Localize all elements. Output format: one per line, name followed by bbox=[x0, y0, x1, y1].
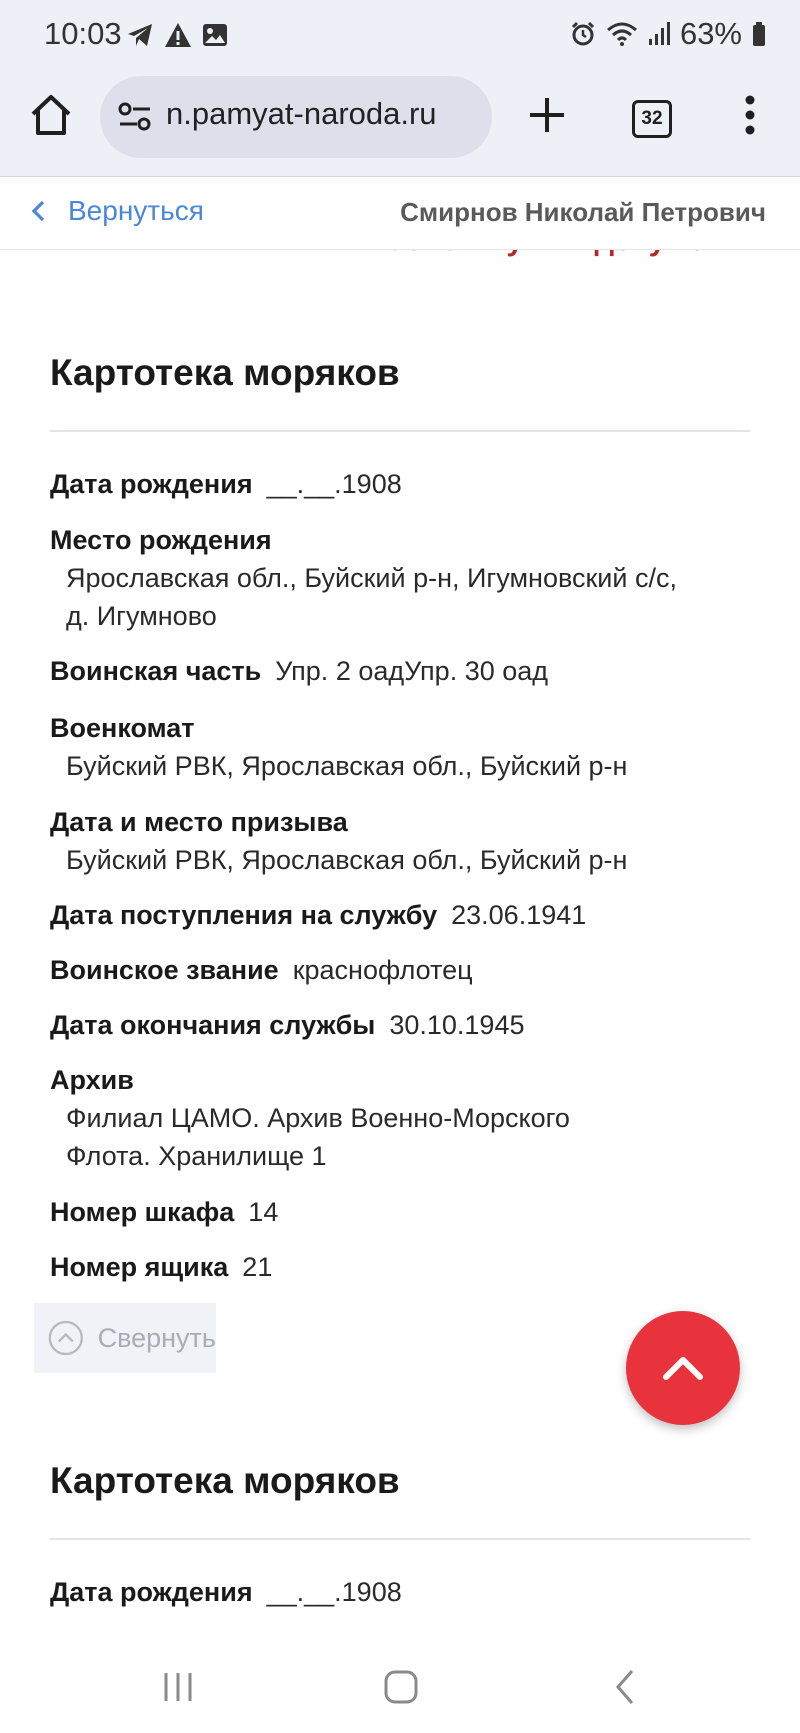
chevron-left-icon bbox=[30, 199, 48, 223]
field-label: Воинская часть bbox=[50, 656, 262, 686]
card-title: Картотека моряков bbox=[50, 352, 400, 393]
field-value: 23.06.1941 bbox=[451, 900, 587, 930]
back-link-label: Вернуться bbox=[68, 195, 204, 226]
field-label: Дата рождения bbox=[50, 1577, 253, 1607]
browser-toolbar bbox=[0, 76, 800, 177]
field-enlistment-office bbox=[50, 709, 750, 785]
field-conscription bbox=[50, 803, 750, 879]
system-navigation-bar bbox=[0, 1625, 800, 1733]
field-label: Дата окончания службы bbox=[50, 1010, 376, 1040]
field-label: Воинское звание bbox=[50, 955, 279, 985]
field-birth-place bbox=[50, 521, 750, 635]
field-label: Дата поступления на службу bbox=[50, 900, 438, 930]
card-divider bbox=[50, 430, 750, 432]
field-label: Дата и место призыва bbox=[50, 807, 348, 837]
field-value: Упр. 2 оадУпр. 30 оад bbox=[275, 656, 549, 686]
wifi-icon bbox=[606, 21, 638, 47]
field-birth-date bbox=[50, 465, 750, 503]
field-label: Место рождения bbox=[50, 525, 272, 555]
field-value: Филиал ЦАМО. Архив Военно-Морского Флота. Хранилище 1 bbox=[66, 1103, 570, 1171]
scroll-to-top-button[interactable] bbox=[626, 1311, 740, 1425]
card-title: Картотека моряков bbox=[50, 1460, 400, 1501]
field-birth-date bbox=[50, 1573, 750, 1611]
field-service-end bbox=[50, 1006, 750, 1044]
field-value: 30.10.1945 bbox=[389, 1010, 525, 1040]
field-label: Дата рождения bbox=[50, 469, 253, 499]
status-time: 10:03 bbox=[44, 16, 122, 51]
field-value: Буйский РВК, Ярославская обл., Буйский р-н bbox=[66, 845, 628, 875]
field-value: Буйский РВК, Ярославская обл., Буйский р-н bbox=[66, 751, 628, 781]
back-link[interactable] bbox=[30, 195, 204, 227]
address-bar[interactable] bbox=[100, 76, 492, 158]
field-value: краснофлотец bbox=[292, 955, 473, 985]
status-system-icons bbox=[570, 16, 766, 52]
chevron-up-icon bbox=[661, 1354, 705, 1382]
site-settings-icon[interactable] bbox=[116, 98, 154, 136]
new-tab-icon[interactable] bbox=[524, 92, 570, 138]
status-notification-icons bbox=[126, 22, 228, 48]
field-value: 14 bbox=[248, 1197, 279, 1227]
image-icon bbox=[202, 23, 228, 47]
battery-icon bbox=[752, 21, 766, 47]
field-label: Архив bbox=[50, 1065, 134, 1095]
field-archive bbox=[50, 1061, 750, 1175]
collapse-button[interactable] bbox=[34, 1303, 216, 1373]
field-value: __.__.1908 bbox=[266, 1577, 402, 1607]
home-icon[interactable] bbox=[28, 92, 74, 138]
collapse-label: Свернуть bbox=[97, 1322, 216, 1353]
alarm-icon bbox=[570, 21, 596, 47]
status-bar bbox=[0, 0, 800, 76]
field-value: Ярославская обл., Буйский р-н, Игумновский с/с, д. Игумново bbox=[66, 563, 677, 631]
battery-percent: 63% bbox=[679, 16, 742, 51]
person-name: Смирнов Николай Петрович bbox=[400, 197, 766, 227]
page-header bbox=[0, 177, 800, 250]
back-nav-icon[interactable] bbox=[606, 1667, 646, 1707]
field-label: Военкомат bbox=[50, 713, 195, 743]
home-nav-icon[interactable] bbox=[381, 1667, 421, 1707]
field-label: Номер ящика bbox=[50, 1252, 229, 1282]
field-cabinet-number bbox=[50, 1193, 750, 1231]
card-divider bbox=[50, 1538, 750, 1540]
more-options-icon[interactable] bbox=[738, 92, 762, 138]
warning-icon bbox=[164, 22, 192, 48]
field-service-start bbox=[50, 896, 750, 934]
url-text: n.pamyat-naroda.ru bbox=[166, 96, 437, 131]
field-rank bbox=[50, 951, 750, 989]
field-value: 21 bbox=[242, 1252, 273, 1282]
field-value: __.__.1908 bbox=[266, 469, 402, 499]
telegram-icon bbox=[126, 22, 154, 48]
field-label: Номер шкафа bbox=[50, 1197, 235, 1227]
chevron-up-circle-icon bbox=[48, 1318, 84, 1358]
field-drawer-number bbox=[50, 1248, 750, 1286]
signal-icon bbox=[648, 21, 670, 47]
field-military-unit bbox=[50, 652, 750, 690]
recent-apps-icon[interactable] bbox=[158, 1667, 198, 1707]
tab-switcher-button[interactable]: 32 bbox=[632, 100, 672, 138]
